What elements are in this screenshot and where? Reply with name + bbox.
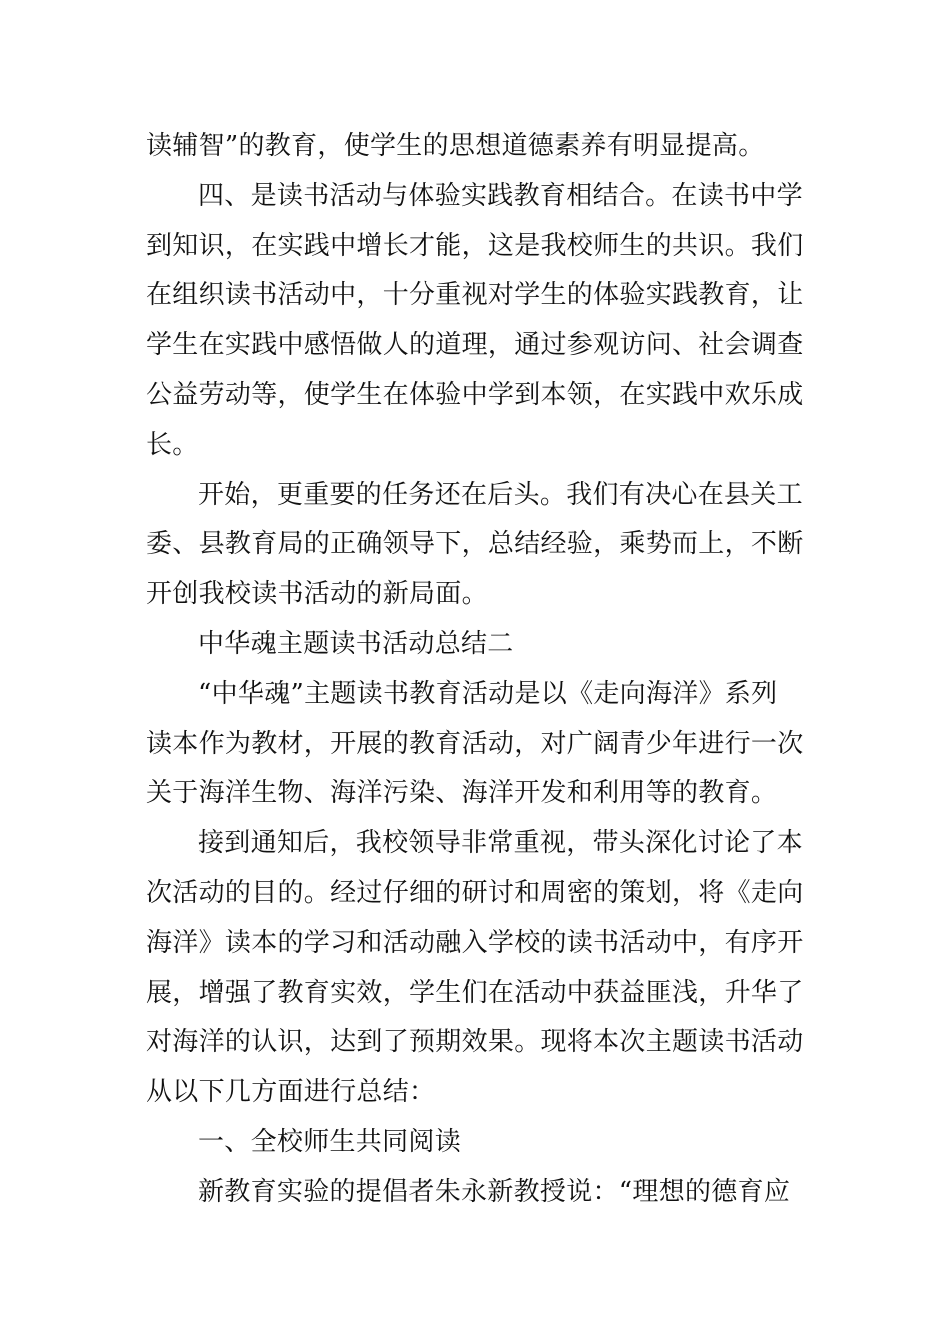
text-line: 从以下几方面进行总结： [146, 1077, 436, 1108]
text-line: 长。 [146, 429, 199, 460]
subsection-heading [146, 1118, 806, 1168]
text-line: 在组织读书活动中，十分重视对学生的体验实践教育，让 [146, 280, 804, 311]
text-line: 对海洋的认识，达到了预期效果。现将本次主题读书活动 [146, 1027, 804, 1058]
paragraph-reading-practice [146, 172, 806, 471]
text-line: 开始，更重要的任务还在后头。我们有决心在县关工 [198, 479, 803, 510]
text-line: 次活动的目的。经过仔细的研讨和周密的策划，将《走向 [146, 877, 804, 908]
paragraph-introduction [146, 670, 806, 819]
document-body [146, 122, 806, 1218]
text-line: 读辅智”的教育，使学生的思想道德素养有明显提高。 [146, 131, 765, 161]
paragraph-school-response [146, 819, 806, 1118]
text-line: 读本作为教材，开展的教育活动，对广阔青少年进行一次 [146, 728, 804, 759]
text-line: 开创我校读书活动的新局面。 [146, 579, 488, 610]
paragraph-quote-start [146, 1168, 806, 1218]
text-line: 展，增强了教育实效，学生们在活动中获益匪浅，升华了 [146, 977, 804, 1008]
text-line: 新教育实验的提倡者朱永新教授说：“理想的德育应 [198, 1176, 791, 1207]
text-line: “中华魂”主题读书教育活动是以《走向海洋》系列 [198, 678, 778, 709]
text-line: 学生在实践中感悟做人的道理，通过参观访问、社会调查 [146, 330, 804, 361]
section-heading [146, 620, 806, 670]
text-line: 委、县教育局的正确领导下，总结经验，乘势而上，不断 [146, 529, 804, 560]
paragraph-continued [146, 122, 806, 172]
text-line: 四、是读书活动与体验实践教育相结合。在读书中学 [198, 180, 803, 211]
paragraph-conclusion [146, 471, 806, 620]
text-line: 关于海洋生物、海洋污染、海洋开发和利用等的教育。 [146, 778, 778, 809]
text-line: 海洋》读本的学习和活动融入学校的读书活动中，有序开 [146, 927, 804, 958]
text-line: 接到通知后，我校领导非常重视，带头深化讨论了本 [198, 828, 803, 859]
text-line: 公益劳动等，使学生在体验中学到本领，在实践中欢乐成 [146, 379, 804, 410]
heading-text: 一、全校师生共同阅读 [198, 1126, 462, 1157]
heading-text: 中华魂主题读书活动总结二 [198, 628, 514, 659]
text-line: 到知识，在实践中增长才能，这是我校师生的共识。我们 [146, 230, 804, 261]
